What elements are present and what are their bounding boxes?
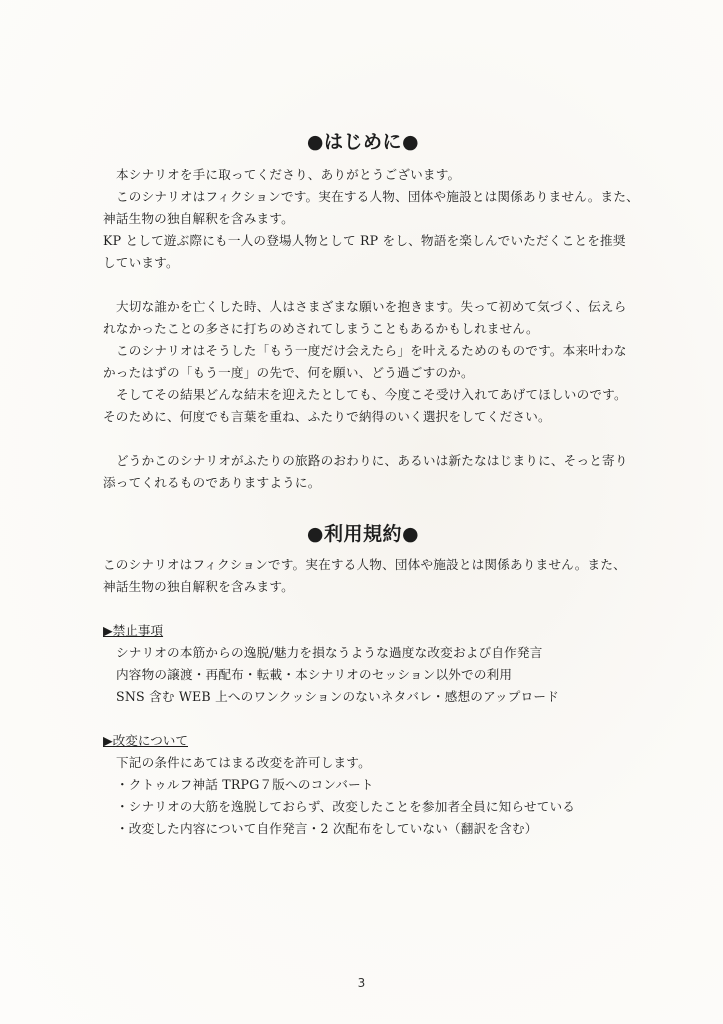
modification-item: ・クトゥルフ神話 TRPG７版へのコンバート [116, 777, 374, 792]
modification-item: ・シナリオの大筋を逸脱しておらず、改変したことを参加者全員に知らせている [116, 799, 576, 814]
prohibited-item: 内容物の譲渡・再配布・転載・本シナリオのセッション以外での利用 [116, 667, 513, 682]
spacer [103, 708, 623, 730]
intro-paragraph-6-line-2: そのために、何度でも言葉を重ね、ふたりで納得のいく選択をしてください。 [103, 409, 551, 424]
terms-paragraph-line-1: このシナリオはフィクションです。実在する人物、団体や施設とは関係ありません。また、 [103, 557, 626, 572]
intro-paragraph-2-line-2: 神話生物の独自解釈を含みます。 [103, 211, 294, 226]
spacer [103, 428, 623, 450]
intro-paragraph-7-line-1: どうかこのシナリオがふたりの旅路のおわりに、あるいは新たなはじまりに、そっと寄り [116, 453, 628, 468]
spacer [103, 494, 623, 520]
modification-lead: 下記の条件にあてはまる改変を許可します。 [116, 755, 371, 770]
prohibited-item: SNS 含む WEB 上へのワンクッションのないネタバレ・感想のアップロード [116, 689, 559, 704]
spacer [103, 274, 623, 296]
intro-paragraph-1: 本シナリオを手に取ってくださり、ありがとうございます。 [116, 167, 461, 182]
intro-paragraph-4-line-2: れなかったことの多さに打ちのめされてしまうこともあるかもしれません。 [103, 321, 539, 336]
document-page [103, 128, 639, 840]
intro-paragraph-2-line-1: このシナリオはフィクションです。実在する人物、団体や施設とは関係ありません。また、 [116, 189, 639, 204]
prohibited-heading: ▶禁止事項 [103, 623, 164, 638]
terms-paragraph-line-2: 神話生物の独自解釈を含みます。 [103, 579, 294, 594]
intro-paragraph-3-line-2: しています。 [103, 255, 179, 270]
intro-paragraph-5-line-2: かったはずの「もう一度」の先で、何を願い、どう過ごすのか。 [103, 365, 474, 380]
intro-paragraph-6-line-1: そしてその結果どんな結末を迎えたとしても、今度こそ受け入れてあげてほしいのです。 [116, 387, 627, 402]
intro-paragraph-7-line-2: 添ってくれるものでありますように。 [103, 475, 321, 490]
prohibited-item: シナリオの本筋からの逸脱/魅力を損なうような過度な改変および自作発言 [116, 645, 543, 660]
intro-paragraph-5-line-1: このシナリオはそうした「もう一度だけ会えたら」を叶えるためのものです。本来叶わな [116, 343, 627, 358]
intro-heading: ●はじめに● [306, 131, 420, 153]
modification-heading: ▶改変について [103, 733, 188, 748]
terms-heading: ●利用規約● [306, 523, 420, 545]
page-number: 3 [357, 976, 366, 990]
intro-paragraph-4-line-1: 大切な誰かを亡くした時、人はさまざまな願いを抱きます。失って初めて気づく、伝えら [116, 299, 627, 314]
modification-item: ・改変した内容について自作発言・2 次配布をしていない（翻訳を含む） [116, 821, 538, 836]
spacer [103, 598, 623, 620]
intro-paragraph-3-line-1: KP として遊ぶ際にも一人の登場人物として RP をし、物語を楽しんでいただくことを推奨 [103, 233, 626, 248]
